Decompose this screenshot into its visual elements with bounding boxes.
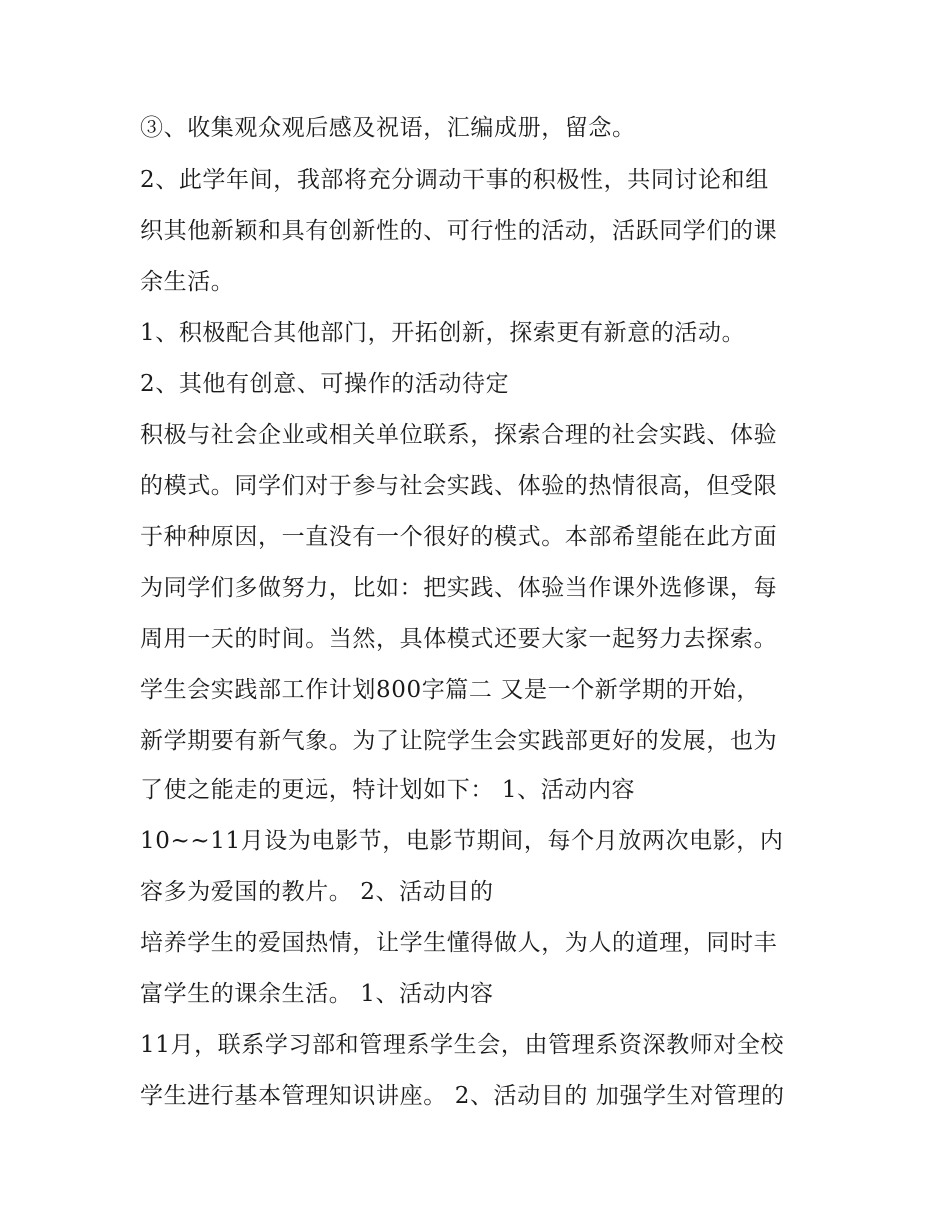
text-line: 织其他新颖和具有创新性的、可行性的活动，活跃同学们的课 bbox=[140, 218, 778, 244]
text-line: 余生活。 bbox=[140, 269, 235, 295]
text-line: ③、收集观众观后感及祝语，汇编成册，留念。 bbox=[140, 115, 636, 141]
text-line: 的模式。同学们对于参与社会实践、体验的热情很高，但受限 bbox=[140, 473, 778, 499]
text-line: 容多为爱国的教片。 2、活动目的 bbox=[140, 879, 494, 905]
text-line: 为同学们多做努力，比如：把实践、体验当作课外选修课，每 bbox=[140, 575, 778, 601]
text-line: 1、积极配合其他部门，开拓创新，探索更有新意的活动。 bbox=[140, 320, 746, 346]
text-line: 于种种原因，一直没有一个很好的模式。本部希望能在此方面 bbox=[140, 524, 778, 550]
text-line: 新学期要有新气象。为了让院学生会实践部更好的发展，也为 bbox=[140, 728, 778, 754]
text-line: 周用一天的时间。当然，具体模式还要大家一起努力去探索。 bbox=[140, 626, 778, 652]
text-line: 积极与社会企业或相关单位联系，探索合理的社会实践、体验 bbox=[140, 422, 778, 448]
text-line: 学生进行基本管理知识讲座。 2、活动目的 加强学生对管理的 bbox=[140, 1083, 785, 1109]
text-line: 富学生的课余生活。 1、活动内容 bbox=[140, 981, 494, 1007]
text-line: 培养学生的爱国热情，让学生懂得做人，为人的道理，同时丰 bbox=[140, 930, 778, 956]
text-line: 11月，联系学习部和管理系学生会，由管理系资深教师对全校 bbox=[140, 1032, 785, 1058]
text-line: 2、此学年间，我部将充分调动干事的积极性，共同讨论和组 bbox=[140, 167, 769, 193]
text-line: 了使之能走的更远，特计划如下： 1、活动内容 bbox=[140, 777, 636, 803]
text-line: 2、其他有创意、可操作的活动待定 bbox=[140, 371, 510, 397]
text-line: 10~~11月设为电影节，电影节期间，每个月放两次电影，内 bbox=[140, 828, 784, 854]
text-line: 学生会实践部工作计划800字篇二 又是一个新学期的开始， bbox=[140, 677, 761, 703]
